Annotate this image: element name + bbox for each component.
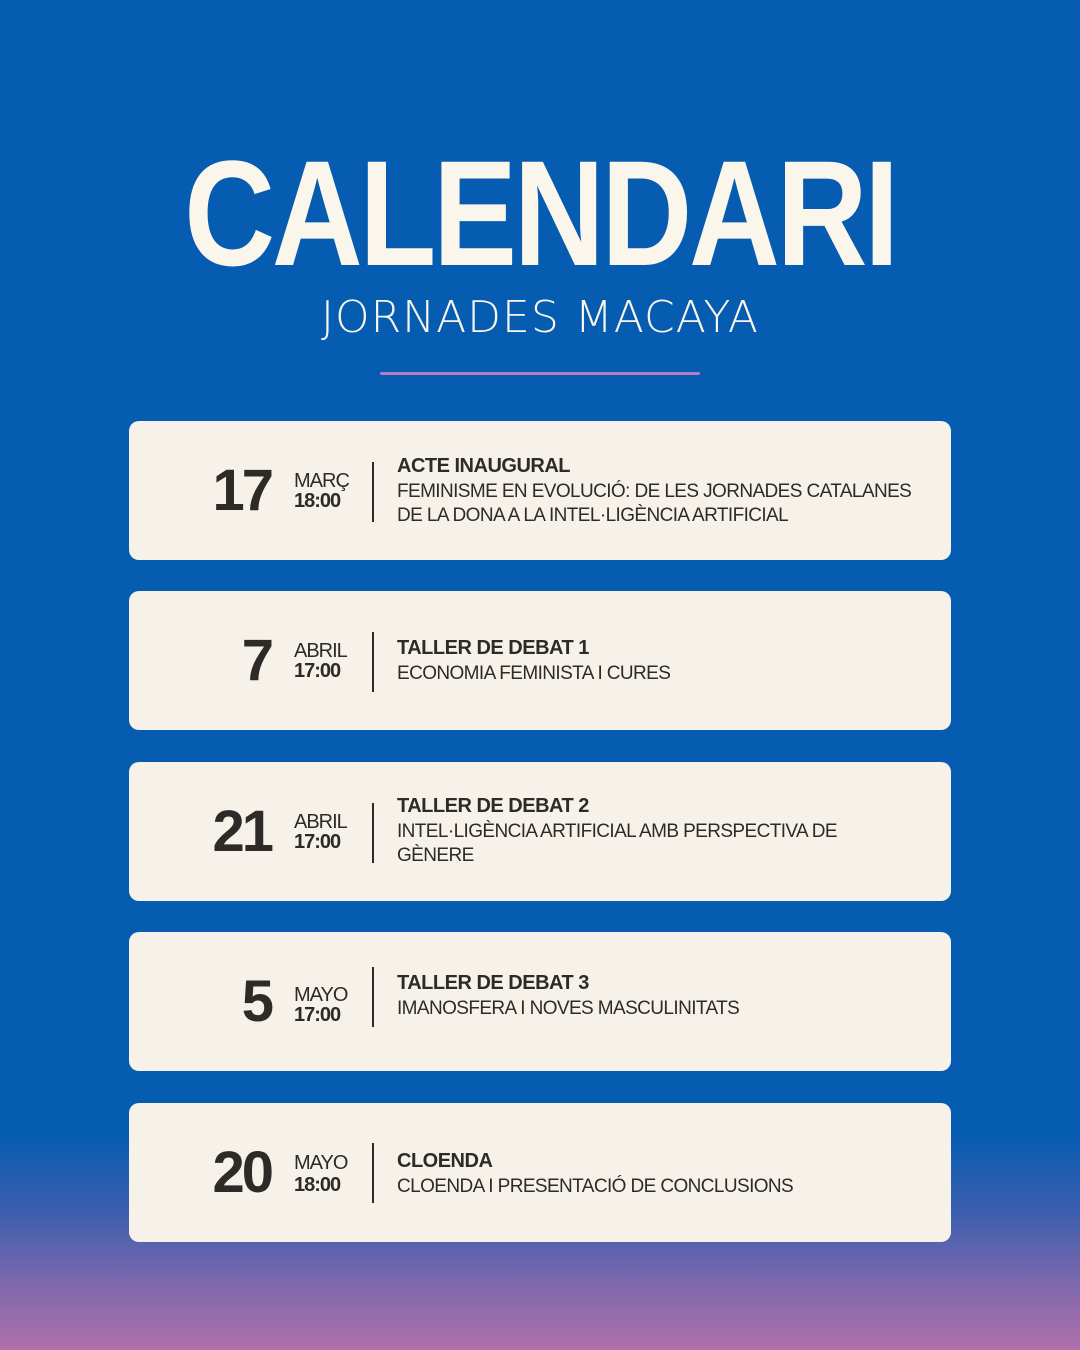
event-title: TALLER DE DEBAT 3	[397, 972, 589, 994]
event-description: IMANOSFERA I NOVES MASCULINITATS	[397, 998, 740, 1019]
event-month: MARÇ	[294, 470, 349, 492]
event-time: 18:00	[294, 1174, 341, 1196]
event-day: 7	[241, 628, 271, 693]
event-separator	[372, 632, 374, 692]
event-separator	[372, 967, 374, 1027]
event-card-taller-debat-2	[129, 762, 951, 901]
event-time: 18:00	[294, 490, 341, 512]
event-time: 17:00	[294, 831, 341, 853]
event-month: MAYO	[294, 1152, 348, 1174]
event-day: 20	[212, 1140, 271, 1205]
event-time: 17:00	[294, 1004, 341, 1026]
event-card-acte-inaugural	[129, 421, 951, 560]
event-card-taller-debat-3	[129, 932, 951, 1071]
event-description: CLOENDA I PRESENTACIÓ DE CONCLUSIONS	[397, 1176, 794, 1197]
event-separator	[372, 462, 374, 522]
event-card-cloenda	[129, 1103, 951, 1242]
page-subtitle: JORNADES MACAYA	[320, 292, 760, 343]
event-separator	[372, 1143, 374, 1203]
header-divider	[380, 372, 700, 375]
event-day: 21	[212, 799, 271, 864]
event-separator	[372, 803, 374, 863]
event-day: 5	[241, 969, 271, 1034]
event-description: FEMINISME EN EVOLUCIÓ: DE LES JORNADES CATALANES DE LA DONA A LA INTEL·LIGÈNCIA ARTIFICIAL	[397, 481, 912, 526]
page-title: CALENDARI	[184, 129, 896, 297]
event-month: ABRIL	[294, 811, 347, 833]
event-time: 17:00	[294, 660, 341, 682]
event-title: TALLER DE DEBAT 2	[397, 795, 589, 817]
event-month: MAYO	[294, 984, 348, 1006]
event-title: CLOENDA	[397, 1150, 493, 1172]
event-title: TALLER DE DEBAT 1	[397, 637, 589, 659]
event-month: ABRIL	[294, 640, 347, 662]
event-description: ECONOMIA FEMINISTA I CURES	[397, 663, 671, 684]
event-card-taller-debat-1	[129, 591, 951, 730]
event-title: ACTE INAUGURAL	[397, 455, 570, 477]
event-day: 17	[212, 458, 271, 523]
event-description: INTEL·LIGÈNCIA ARTIFICIAL AMB PERSPECTIVA DE GÈNERE	[397, 821, 837, 866]
